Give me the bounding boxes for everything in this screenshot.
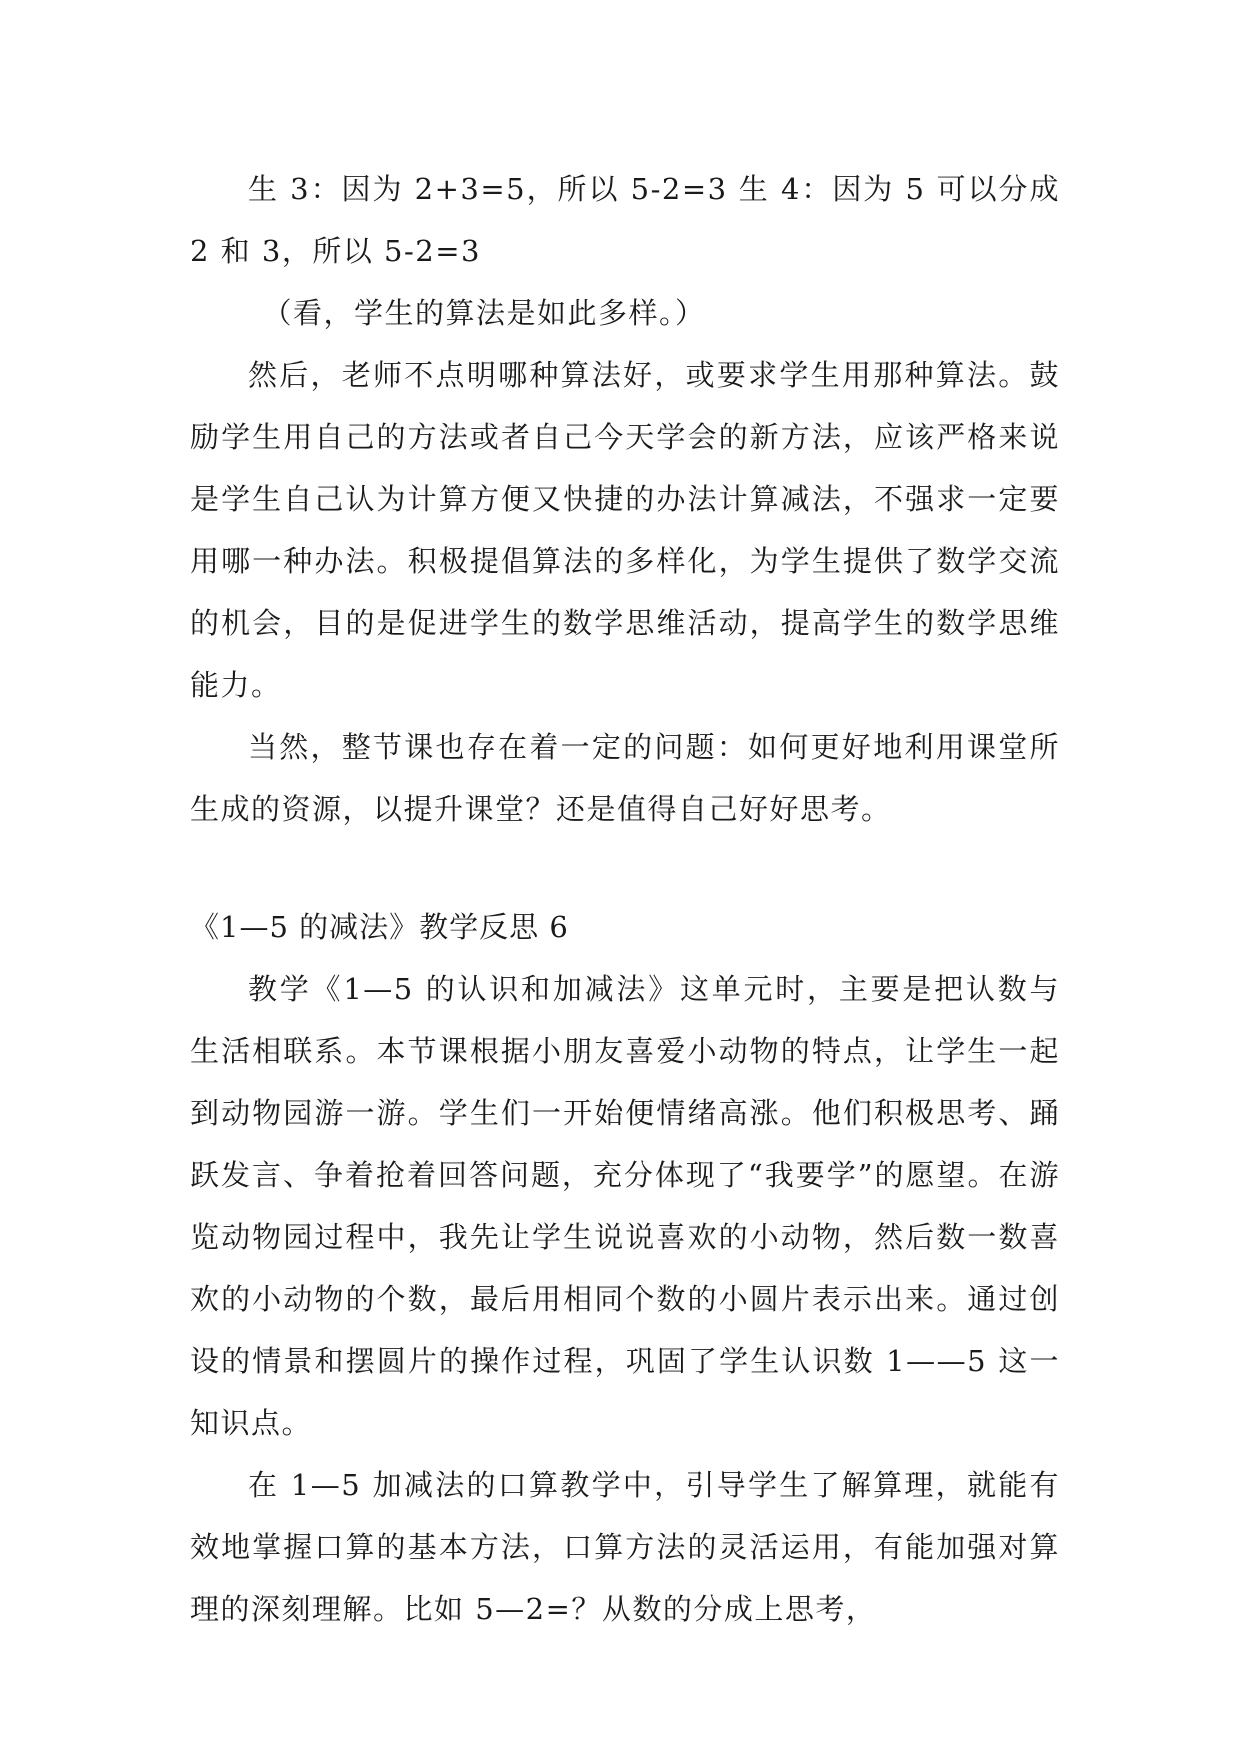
- paragraph-unit-teaching: 教学《1—5 的认识和加减法》这单元时，主要是把认数与生活相联系。本节课根据小朋友喜爱小动物的特点，让学生一起到动物园游一游。学生们一开始便情绪高涨。他们积极思考、踊跃发言、争着抢着回答问题，充分体现了“我要学”的愿望。在游览动物园过程中，我先让学生说说喜欢的小动物，然后数一数喜欢的小动物的个数，最后用相同个数的小圆片表示出来。通过创设的情景和摆圆片的操作过程，巩固了学生认识数 1——5 这一知识点。: [190, 972, 1060, 1440]
- section-title: 《1—5 的减法》教学反思 6: [190, 910, 569, 944]
- document-page: [190, 158, 1060, 1640]
- paragraph-student-answers: 生 3：因为 2+3=5，所以 5-2=3 生 4：因为 5 可以分成 2 和 3，所以 5-2=3: [190, 172, 1060, 268]
- paragraph-teacher-approach: 然后，老师不点明哪种算法好，或要求学生用那种算法。鼓励学生用自己的方法或者自己今天学会的新方法，应该严格来说是学生自己认为计算方便又快捷的办法计算减法，不强求一定要用哪一种办法。积极提倡算法的多样化，为学生提供了数学交流的机会，目的是促进学生的数学思维活动，提高学生的数学思维能力。: [190, 358, 1060, 702]
- paragraph-reflection: 当然，整节课也存在着一定的问题：如何更好地利用课堂所生成的资源，以提升课堂？还是值得自己好好思考。: [190, 730, 1060, 826]
- paragraph-mental-arithmetic: 在 1—5 加减法的口算教学中，引导学生了解算理，就能有效地掌握口算的基本方法，口算方法的灵活运用，有能加强对算理的深刻理解。比如 5—2=？从数的分成上思考，: [190, 1468, 1060, 1626]
- paragraph-comment: （看，学生的算法是如此多样。）: [262, 296, 706, 330]
